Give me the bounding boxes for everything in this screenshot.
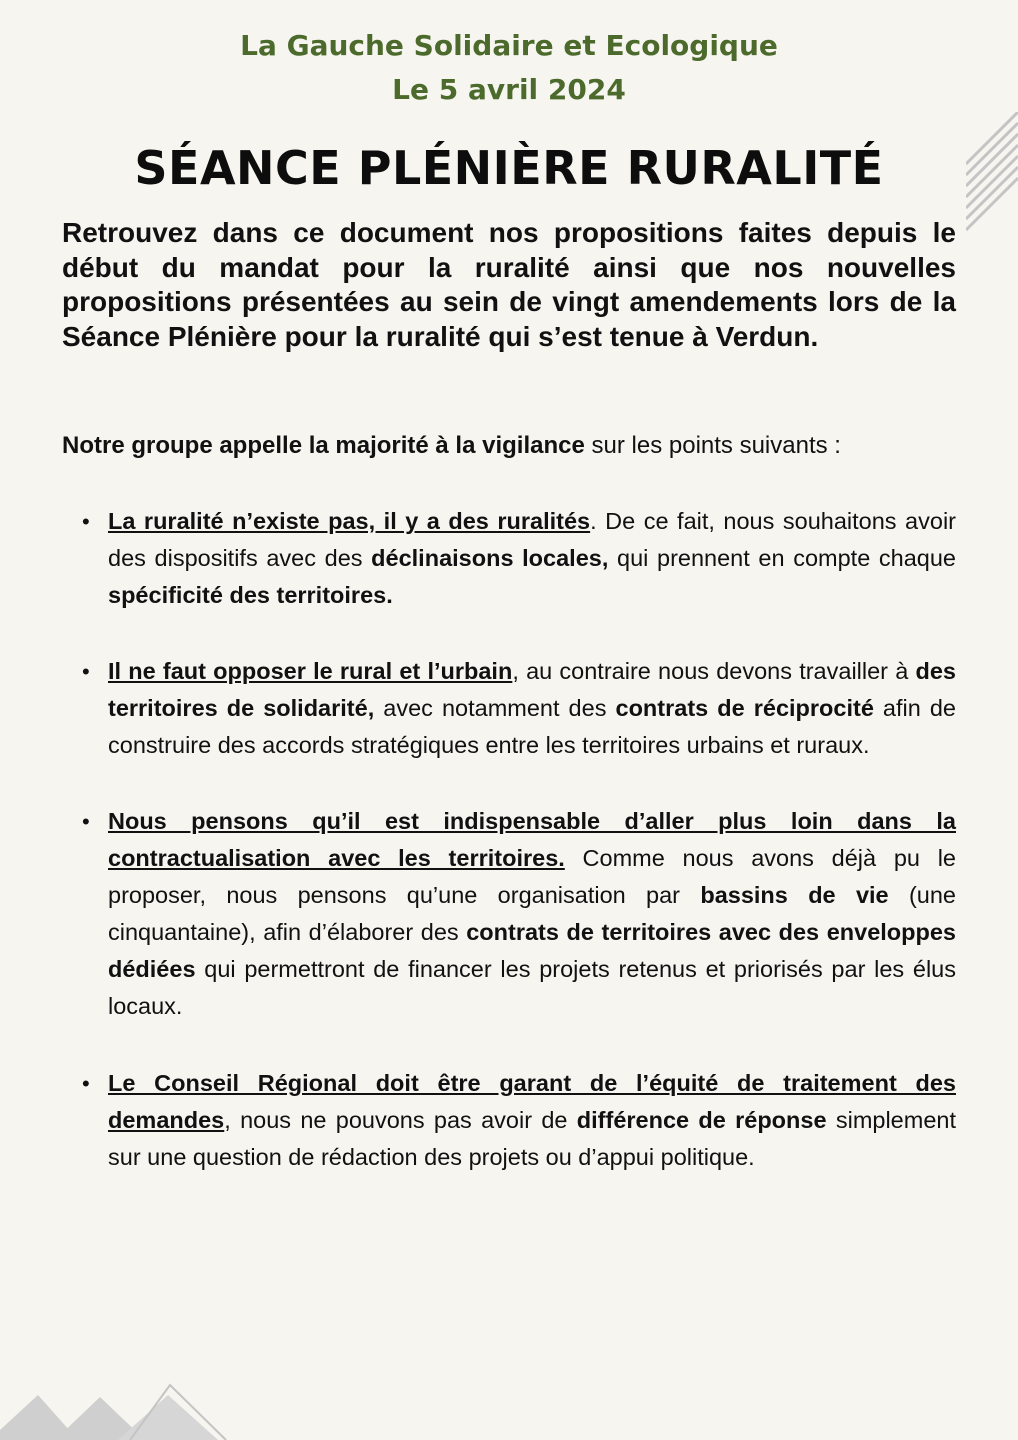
organization-name: La Gauche Solidaire et Ecologique — [240, 29, 778, 62]
list-item: • Le Conseil Régional doit être garant de l’équité de traitement des demandes, nous ne pouvons pas avoir de différence de réponse simplement sur une question de rédaction des projets ou d’appui politique. — [62, 1065, 956, 1176]
list-item: • La ruralité n’existe pas, il y a des ruralités. De ce fait, nous souhaitons avoir des dispositifs avec des déclinaisons locales, qui prennent en compte chaque spécificité des territoires. — [62, 503, 956, 614]
page-title: SÉANCE PLÉNIÈRE RURALITÉ — [134, 141, 884, 195]
document-date: Le 5 avril 2024 — [392, 73, 626, 106]
vigilance-rest: sur les points suivants : — [584, 432, 841, 459]
proposals-list — [62, 503, 956, 1176]
document-header — [0, 24, 1018, 112]
vigilance-paragraph — [62, 430, 956, 462]
intro-paragraph: Retrouvez dans ce document nos propositions faites depuis le début du mandat pour la ruralité ainsi que nos nouvelles propositions présentées au sein de vingt amendements lors de la Séance Plénière pour la ruralité qui s’est tenue à Verdun. — [62, 217, 956, 352]
mountains-decoration — [0, 1375, 230, 1440]
vigilance-bold: Notre groupe appelle la majorité à la vigilance — [62, 432, 585, 459]
list-item: • Il ne faut opposer le rural et l’urbain, au contraire nous devons travailler à des territoires de solidarité, avec notamment des contrats de réciprocité afin de construire des accords stratégiques entre les territoires urbains et ruraux. — [62, 653, 956, 764]
list-item: • Nous pensons qu’il est indispensable d’aller plus loin dans la contractualisation avec les territoires. Comme nous avons déjà pu le proposer, nous pensons qu’une organisation par bassins de vie (une cinquantaine), afin d’élaborer des contrats de territoires avec des enveloppes dédiées qui permettront de financer les projets retenus et priorisés par les élus locaux. — [62, 803, 956, 1025]
